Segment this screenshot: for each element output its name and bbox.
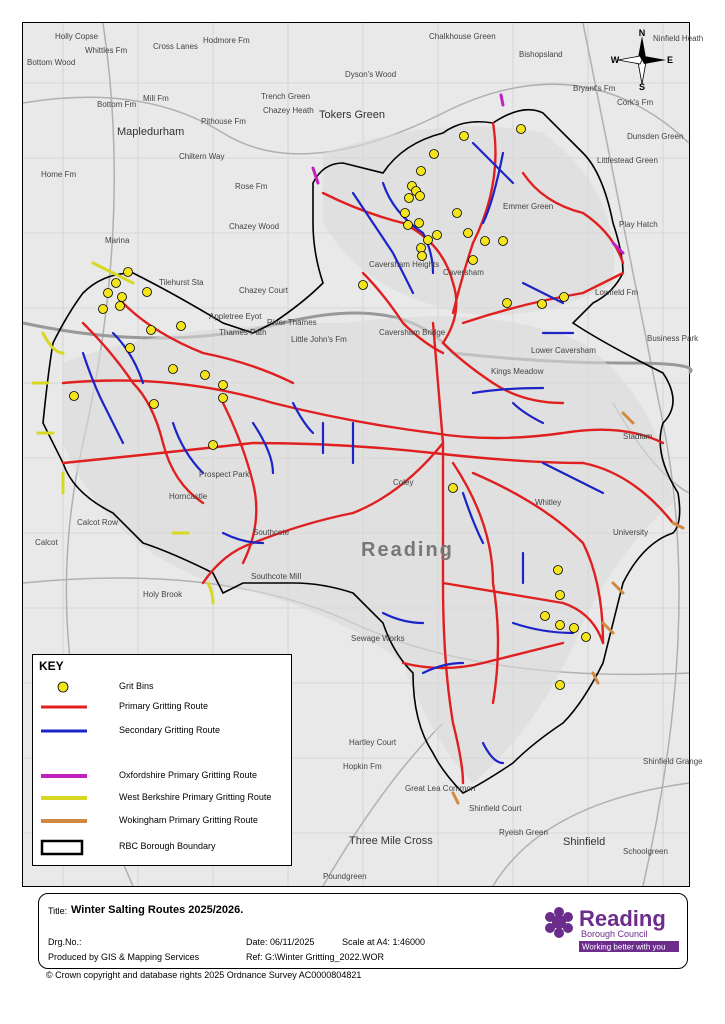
map-label: Hartley Court	[349, 738, 397, 747]
compass-e: E	[666, 55, 674, 65]
map-label: Bryant's Fm	[573, 84, 616, 93]
map-label: Tilehurst Sta	[159, 278, 204, 287]
map-label: Holy Brook	[143, 590, 183, 599]
map-label: Sewage Works	[351, 634, 405, 643]
map-label: Cork's Fm	[617, 98, 654, 107]
map-label: River Thames	[267, 318, 317, 327]
map-label: Dunsden Green	[627, 132, 684, 141]
map-label: Littlestead Green	[597, 156, 658, 165]
map-label: Coley	[393, 478, 414, 487]
key-title: KEY	[39, 659, 64, 673]
map-label: Emmer Green	[503, 202, 554, 211]
map-label: Rose Fm	[235, 182, 268, 191]
map-label: Whitley	[535, 498, 562, 507]
map-label: Prospect Park	[199, 470, 250, 479]
map-label: Trench Green	[261, 92, 311, 101]
map-label: Chazey Heath	[263, 106, 314, 115]
map-label: Hodmore Fm	[203, 36, 250, 45]
map-label: Cross Lanes	[153, 42, 198, 51]
map-date: Date: 06/11/2025	[246, 937, 315, 947]
north-arrow-icon	[612, 30, 672, 90]
map-label: Play Hatch	[619, 220, 658, 229]
compass-n: N	[638, 28, 646, 38]
map-scale: Scale at A4: 1:46000	[342, 937, 426, 947]
map-label: Hopkin Fm	[343, 762, 382, 771]
copyright-notice: © Crown copyright and database rights 2025 Ordnance Survey AC0000804821	[46, 970, 362, 980]
map-label: Caversham	[443, 268, 484, 277]
key-label: Secondary Gritting Route	[119, 725, 221, 735]
council-emblem-icon	[545, 907, 573, 938]
map-label: Horncastle	[169, 492, 208, 501]
key-item-west-berkshire	[33, 790, 291, 806]
map-label: Southcote	[253, 528, 290, 537]
map-label: Chiltern Way	[179, 152, 225, 161]
map-label: Tokers Green	[319, 109, 386, 121]
map-label: Mapledurham	[117, 126, 185, 138]
logo-sub: Borough Council	[581, 929, 648, 939]
key-label: West Berkshire Primary Gritting Route	[119, 792, 272, 802]
key-label: Wokingham Primary Gritting Route	[119, 815, 258, 825]
key-item-primary	[33, 699, 291, 715]
map-label: Three Mile Cross	[349, 835, 433, 847]
map-label: Shinfield Court	[469, 804, 522, 813]
map-label: Stadium	[623, 432, 653, 441]
map-label: Dyson's Wood	[345, 70, 397, 79]
map-label: Bottom Fm	[97, 100, 137, 109]
boundary-swatch	[42, 841, 82, 854]
map-ref: Ref: G:\Winter Gritting_2022.WOR	[246, 952, 385, 962]
logo-name: Reading	[579, 906, 666, 931]
map-label: Ninfield Heath	[653, 34, 704, 43]
map-label: Caversham Bridge	[379, 328, 446, 337]
map-label: Calcot	[35, 538, 58, 547]
compass-s: S	[638, 82, 646, 92]
produced-by: Produced by GIS & Mapping Services	[48, 952, 200, 962]
map-label: Home Fm	[41, 170, 77, 179]
map-label: Business Park	[647, 334, 699, 343]
map-label: Shinfield Grange	[643, 757, 703, 766]
map-label: Marina	[105, 236, 130, 245]
map-label: Chazey Court	[239, 286, 288, 295]
map-label: Southcote Mill	[251, 572, 302, 581]
map-label: University	[613, 528, 649, 537]
map-label: Poundgreen	[323, 872, 367, 881]
key-label: Primary Gritting Route	[119, 701, 209, 711]
map-label: Lower Caversham	[531, 346, 596, 355]
map-label: Lowfield Fm	[595, 288, 639, 297]
map-label: Kings Meadow	[491, 367, 544, 376]
key-item-wokingham	[33, 813, 291, 829]
map-label: Bishopsland	[519, 50, 563, 59]
logo-tagline: Working better with you	[582, 942, 666, 952]
drg-no: Drg.No.:	[48, 937, 82, 947]
map-label: Appletree Eyot	[209, 312, 262, 321]
map-label: Great Lea Common	[405, 784, 476, 793]
map-label: Calcot Row	[77, 518, 118, 527]
map-label: Little John's Fm	[291, 335, 347, 344]
map-label: Pithouse Fm	[201, 117, 246, 126]
map-label: Bottom Wood	[27, 58, 76, 67]
reading-council-logo	[541, 904, 681, 954]
key-item-boundary	[33, 839, 291, 855]
map-label: Caversham Heights	[369, 260, 440, 269]
map-label: Ryeish Green	[499, 828, 548, 837]
compass-w: W	[610, 55, 620, 65]
map-label: Schoolgreen	[623, 847, 668, 856]
map-label: Mill Fm	[143, 94, 169, 103]
title-label: Title:	[48, 906, 68, 916]
map-label: Whittles Fm	[85, 46, 128, 55]
map-key	[32, 654, 292, 866]
map-label: Shinfield	[563, 836, 606, 848]
map-label: Holly Copse	[55, 32, 99, 41]
key-label: Grit Bins	[119, 681, 154, 691]
map-label: Thames Path	[219, 328, 267, 337]
map-label-reading: Reading	[361, 539, 454, 561]
key-label: RBC Borough Boundary	[119, 841, 216, 851]
grit-bin-icon	[58, 682, 68, 692]
map-label: Chalkhouse Green	[429, 32, 496, 41]
key-label: Oxfordshire Primary Gritting Route	[119, 770, 258, 780]
key-item-secondary	[33, 723, 291, 739]
map-title: Winter Salting Routes 2025/2026.	[71, 904, 244, 916]
map-label: Chazey Wood	[229, 222, 280, 231]
key-item-oxfordshire	[33, 768, 291, 784]
key-item-grit-bins	[33, 679, 291, 695]
